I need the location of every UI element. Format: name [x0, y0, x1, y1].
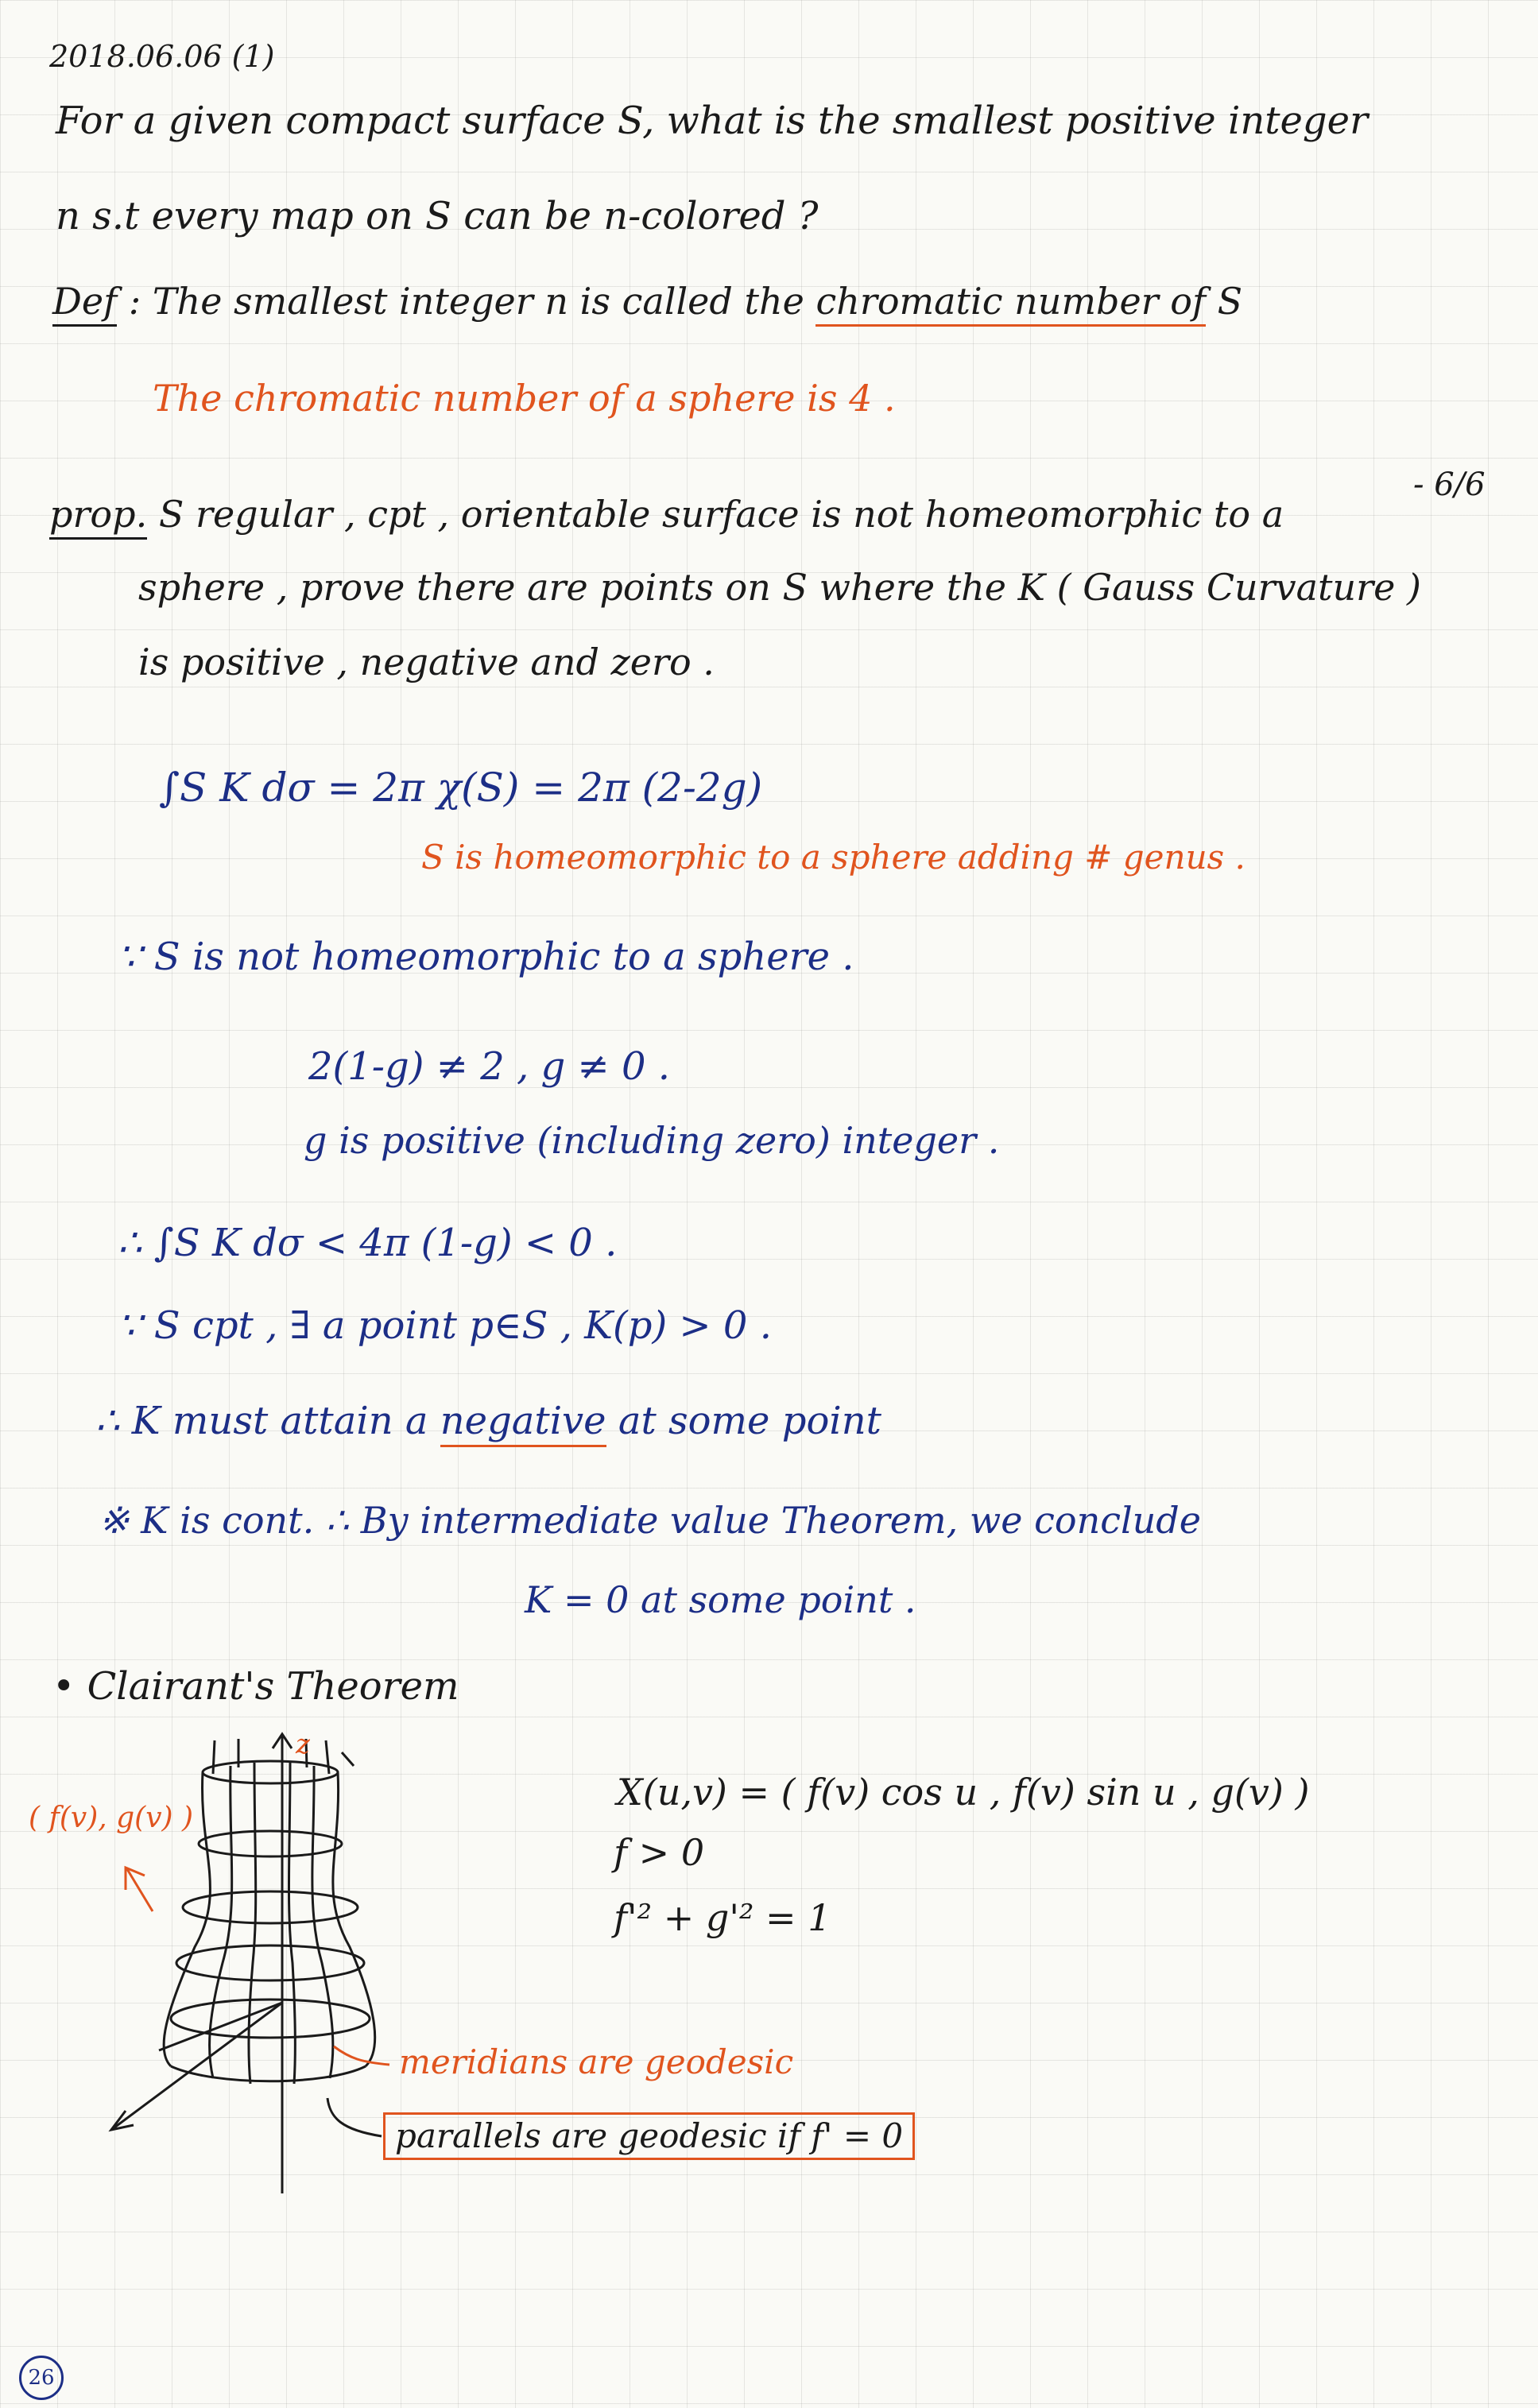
x-axis-line — [111, 2003, 282, 2130]
proof-step-5: ∵ S cpt , ∃ a point p∈S , K(p) > 0 . — [118, 1303, 772, 1348]
proof-step-6-pre: ∴ K must attain a — [95, 1399, 428, 1443]
definition-text: : The smallest integer n is called the — [128, 280, 804, 323]
definition-term: chromatic number of — [815, 280, 1206, 327]
proof-step-7: ※ K is cont. ∴ By intermediate value Theorem, we conclude — [99, 1499, 1201, 1542]
question-line-2: n s.t every map on S can be n-colored ? — [56, 194, 819, 238]
proposition-label: prop. — [49, 493, 147, 540]
vase-bottom — [171, 2066, 366, 2081]
page-number-badge — [19, 2356, 64, 2400]
point-pointer-line — [127, 1869, 153, 1911]
meridians-note-text: meridians are geodesic — [399, 2042, 794, 2081]
gauss-bonnet-formula: ∫S K dσ = 2π χ(S) = 2π (2-2g) — [159, 765, 763, 811]
meridian-4 — [312, 1766, 333, 2078]
proposition-line-3: is positive , negative and zero . — [138, 641, 715, 683]
parallel-4 — [171, 2000, 370, 2038]
definition-symbol: S — [1217, 280, 1243, 323]
generating-point-label: ( f(v), g(v) ) — [29, 1802, 194, 1834]
parallels-note-box — [383, 2112, 915, 2160]
page-number: 26 — [28, 2366, 55, 2390]
proposition-margin-note: - 6/6 — [1413, 467, 1486, 503]
parallel-3 — [176, 1945, 364, 1980]
definition-label: Def — [52, 280, 117, 327]
meridian-note-pointer — [334, 2046, 389, 2065]
proof-step-4: ∴ ∫S K dσ < 4π (1-g) < 0 . — [118, 1221, 618, 1265]
clairaut-title: • Clairant's Theorem — [52, 1664, 459, 1709]
proof-step-2: 2(1-g) ≠ 2 , g ≠ 0 . — [308, 1044, 671, 1089]
meridians-note — [399, 2042, 794, 2081]
vase-top-rim — [203, 1761, 338, 1783]
parallel-note-pointer — [327, 2098, 382, 2136]
proof-step-6-post: at some point — [618, 1399, 881, 1443]
proof-step-3: g is positive (including zero) integer . — [304, 1119, 1000, 1162]
proposition-line-2: sphere , prove there are points on S where the K ( Gauss Curvature ) — [138, 566, 1421, 609]
proof-step-1: ∵ S is not homeomorphic to a sphere . — [118, 935, 854, 979]
gauss-bonnet-note: S is homeomorphic to a sphere adding # genus . — [421, 838, 1246, 877]
parallels-note-text: parallels are geodesic if f' = 0 — [395, 2116, 904, 2155]
parametrization: X(u,v) = ( f(v) cos u , f(v) sin u , g(v) ) — [617, 1771, 1310, 1814]
condition-unit-speed: f'² + g'² = 1 — [614, 1896, 831, 1939]
proof-step-6-word: negative — [440, 1399, 606, 1447]
z-axis-label: z — [296, 1729, 310, 1760]
proof-step-8: K = 0 at some point . — [525, 1578, 916, 1621]
definition-note: The chromatic number of a sphere is 4 . — [153, 377, 896, 420]
parallel-1 — [199, 1831, 342, 1856]
condition-f-positive: f > 0 — [614, 1831, 705, 1874]
question-line-1: For a given compact surface S, what is the smallest positive integer — [56, 99, 1369, 143]
proposition-text-1: S regular , cpt , orientable surface is not homeomorphic to a — [158, 493, 1284, 536]
page-date: 2018.06.06 (1) — [49, 39, 275, 74]
